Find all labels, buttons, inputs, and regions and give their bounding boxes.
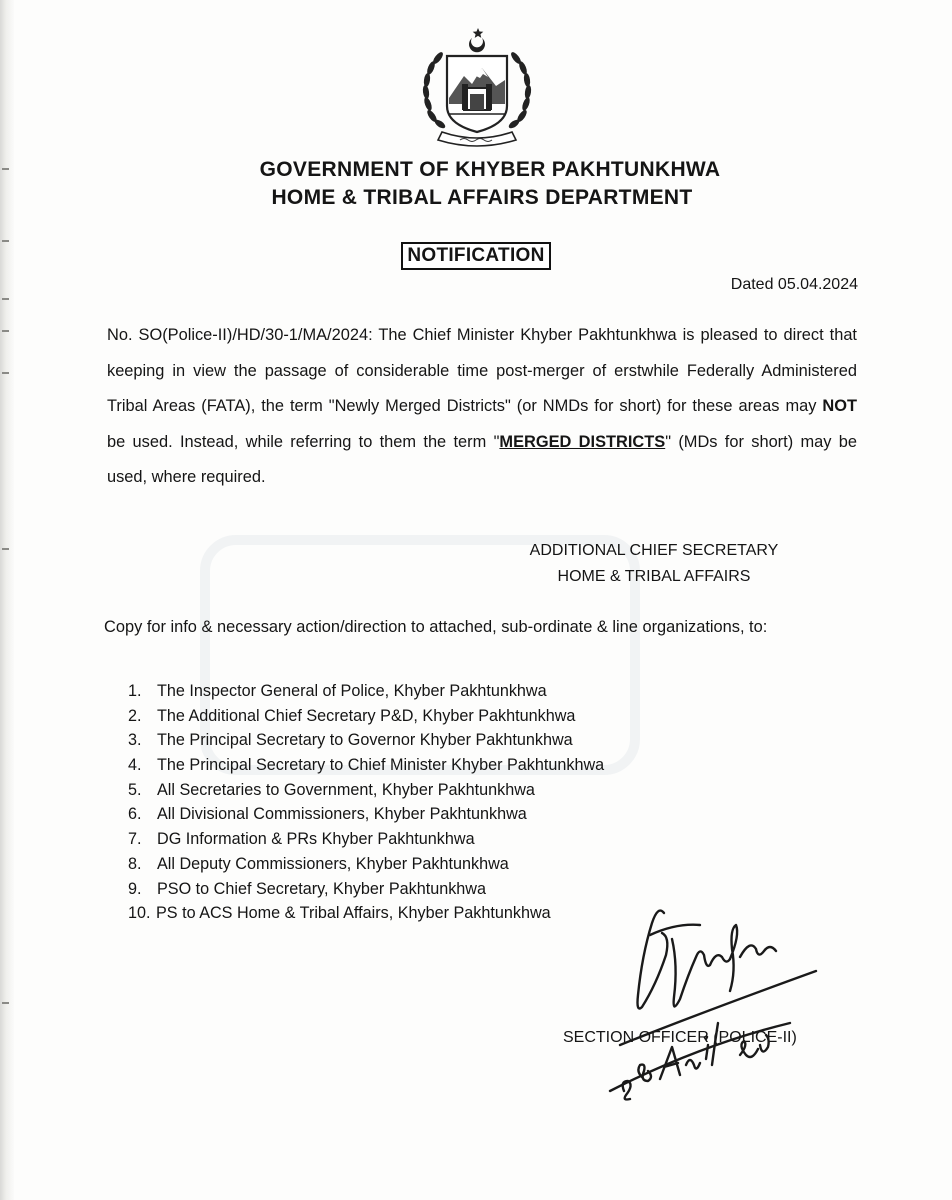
list-item: 5. All Secretaries to Government, Khyber Pakhtunkhwa <box>128 780 535 799</box>
handwritten-signature-icon <box>580 895 840 1125</box>
emphasis-not: NOT <box>822 397 857 415</box>
issuer-department: HOME & TRIBAL AFFAIRS <box>557 568 751 585</box>
notification-title: NOTIFICATION <box>401 242 550 270</box>
list-item: 6. All Divisional Commissioners, Khyber Pakhtunkhwa <box>128 805 527 824</box>
scan-left-edge <box>0 0 14 1200</box>
list-item: 8. All Deputy Commissioners, Khyber Pakhtunkhwa <box>128 854 509 873</box>
notification-body <box>107 318 857 496</box>
list-item: 4. The Principal Secretary to Chief Minister Khyber Pakhtunkhwa <box>128 756 605 775</box>
list-item: 1. The Inspector General of Police, Khyber Pakhtunkhwa <box>128 682 547 700</box>
body-text-part3: " (MDs for short) may be used, where required. <box>107 432 857 486</box>
list-item: 7. DG Information & PRs Khyber Pakhtunkhwa <box>128 830 475 849</box>
list-item: 3. The Principal Secretary to Governor Khyber Pakhtunkhwa <box>128 731 573 750</box>
copy-to-text: Copy for info & necessary action/direction to attached, sub-ordinate & line organizations, to: <box>104 618 768 636</box>
government-heading: GOVERNMENT OF KHYBER PAKHTUNKHWA <box>259 158 721 181</box>
issuer-title: ADDITIONAL CHIEF SECRETARY <box>529 542 779 559</box>
recipient-list <box>128 679 604 926</box>
list-item: 2. The Additional Chief Secretary P&D, Khyber Pakhtunkhwa <box>128 706 576 725</box>
khyber-pakhtunkhwa-crest-icon <box>412 20 542 150</box>
merged-districts-term: MERGED DISTRICTS <box>499 432 666 451</box>
signatory-designation: SECTION OFFICER (POLICE-II) <box>563 1029 797 1046</box>
list-item: 9. PSO to Chief Secretary, Khyber Pakhtunkhwa <box>128 879 487 898</box>
body-text-part2: be used. Instead, while referring to them the term " <box>107 432 500 451</box>
notification-date: Dated 05.04.2024 <box>730 276 858 293</box>
department-heading: HOME & TRIBAL AFFAIRS DEPARTMENT <box>271 186 693 209</box>
list-item: 10. PS to ACS Home & Tribal Affairs, Khyber Pakhtunkhwa <box>128 904 551 923</box>
body-text-part1: No. SO(Police-II)/HD/30-1/MA/2024: The Chief Minister Khyber Pakhtunkhwa is pleased to direct that keeping in view the passage of considerable time post-merger of erstwhile Federally Administered Tribal Areas (FATA), the term "Newly Merged Districts" (or NMDs for short) for these areas may <box>107 326 857 415</box>
